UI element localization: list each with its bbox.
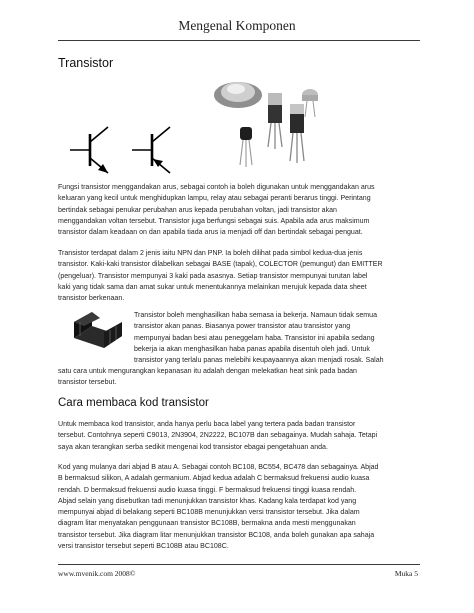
- paragraph-heat-wrap: Transistor boleh menghasilkan haba semasa ia bekerja. Namaun tidak semua transistor akan panas. Biasanya power transistor atau transistor yang mempunyai badan besi atau peneggelam haba. Transistor ini apabila sedang bekerja ia akan menghasilkan haba panas apabila disentuh oleh jadi. Untuk transistor yang terlalu panas melebihi keupayaannya akan menjadi rosak. Salah: [134, 312, 384, 365]
- paragraph-code-meaning: Kod yang mulanya dari abjad B atau A. Sebagai contoh BC108, BC554, BC478 dan sebagainya. Abjad B bermaksud silikon, A adalah germanium. Abjad kedua adalah C bermaksud frekuensi audio kuasa rendah. D bermaksud frekuensi audio kuasa tinggi. F bermaksud frekuensi tinggi kuasa rendah. Abjad selain yang disebutkan tadi menunjukkan transistor khas. Kadang kala terdapat kod yang mempunyai abjad di belakang seperti BC108B menunjukkan versi transistor tersebut. Jika dalam diagram litar menyatakan penggunaan transistor BC108B, bermakna anda mesti menggunakan transistor tersebut. Jika diagram litar menunjukkan transistor BC108, anda boleh gunakan apa sahaja versi transistor tersebut seperti BC108B atau BC108C.: [58, 464, 379, 551]
- header-divider: [58, 40, 420, 41]
- paragraph-transistor-function: Fungsi transistor menggandakan arus, sebagai contoh ia boleh digunakan untuk menggandakan arus keluaran yang kecil untuk menghidupkan lampu, relay atau sebagai peranti berarus tinggi. Perintang bertindak sebagai penukar perubahan arus kepada perubahan voltan, jadi transistor akan menggandakan voltan tersebut. Transistor juga berfungsi sebagai suis. Apabila ada arus maksimum transistor dalam keadaan on dan apabila tiada arus ia menjadi off dan bertindak sebagai penguat.: [58, 184, 375, 237]
- transistor-symbols: [68, 123, 198, 177]
- section-heading-transistor: Transistor: [58, 56, 114, 70]
- npn-transistor-symbol-icon: [70, 127, 108, 173]
- pnp-transistor-symbol-icon: [132, 127, 170, 173]
- paragraph-read-code: Untuk membaca kod transistor, anda hanya perlu baca label yang tertera pada badan transistor tersebut. Contohnya seperti C9013, 2N3904, 2N2222, BC107B dan sebagainya. Mudah sahaja. Tetapi saya akan terangkan serba sedikit mengenai kod transistor ebagai pengetahuan anda.: [58, 421, 378, 451]
- page-header-title: Mengenal Komponen: [178, 18, 296, 33]
- paragraph-transistor-types: Transistor terdapat dalam 2 jenis iaitu NPN dan PNP. Ia boleh dilihat pada simbol kedua-dua jenis transistor. Kaki-kaki transistor dilabelkan sebagai BASE (tapak), COLECTOR (pemungut) dan EMITTER (pengeluar). Transistor mempunyai 3 kaki pada asasnya. Setiap transistor mempunyai turutan label kaki yang tidak sama dan amat sukar untuk menentukannya melainkan merujuk kepada data sheet transistor berkenaan.: [58, 250, 383, 303]
- heat-sink-image: [70, 308, 126, 356]
- transistor-photo-image: [206, 73, 328, 176]
- footer-website: www.mvenik.com 2008©: [58, 569, 136, 578]
- footer-divider: [58, 564, 420, 565]
- section-heading-read-code: Cara membaca kod transistor: [58, 397, 209, 409]
- footer-page-number: Muka 5: [394, 569, 418, 578]
- paragraph-heat-continued: satu cara untuk mengurangkan kepanasan itu adalah dengan melekatkan heat sink pada badan transistor tersebut.: [58, 368, 357, 387]
